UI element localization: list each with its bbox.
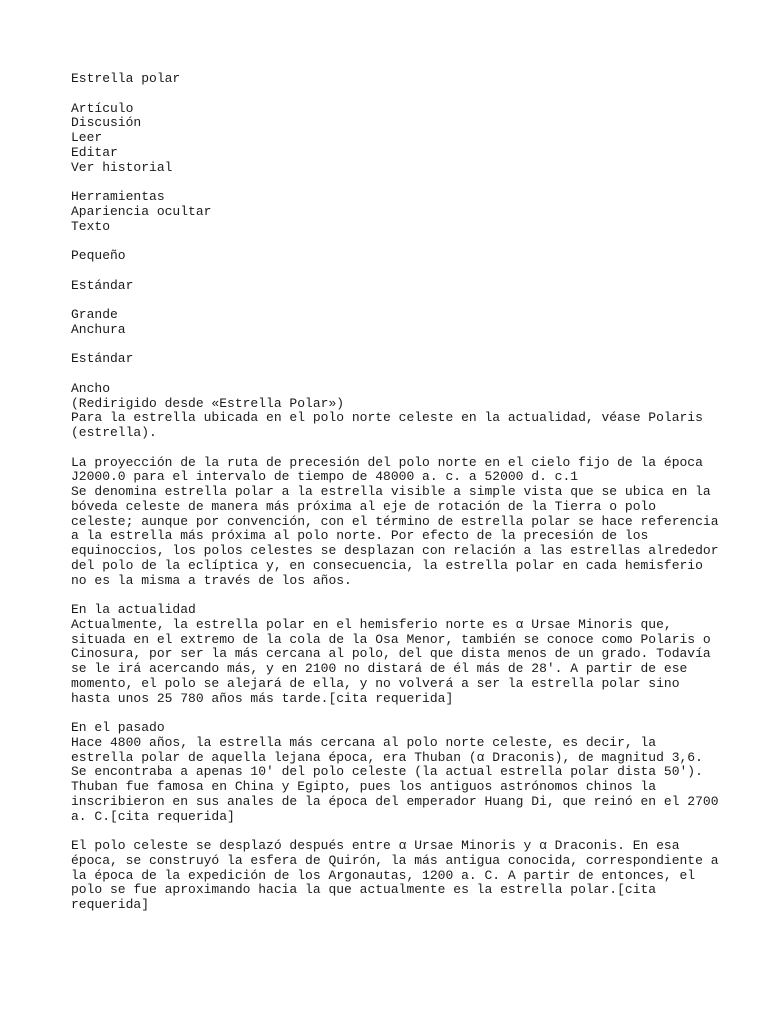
text-size-standard-option[interactable]: Estándar bbox=[71, 277, 134, 293]
paragraph-line: Cinosura, por ser la más cercana al polo, del que dista menos de un grado. Todavía bbox=[71, 646, 711, 662]
text-size-large-block bbox=[71, 308, 731, 338]
paragraph-line: a. C.[cita requerida] bbox=[71, 808, 235, 824]
section-heading-past: En el pasado bbox=[71, 720, 165, 735]
text-size-small-option[interactable]: Pequeño bbox=[71, 248, 126, 263]
paragraph-line: polo se fue aproximando hacia la que actualmente es la estrella polar.[cita bbox=[71, 882, 657, 898]
text-size-label: Texto bbox=[71, 218, 111, 234]
paragraph-line: Hace 4800 años, la estrella más cercana al polo norte celeste, es decir, la bbox=[71, 734, 657, 750]
intro-block bbox=[71, 382, 731, 441]
paragraph-line: Se encontraba a apenas 10' del polo celeste (la actual estrella polar dista 50'). bbox=[71, 764, 703, 780]
section-heading-present: En la actualidad bbox=[71, 602, 196, 617]
tab-discussion[interactable]: Discusión bbox=[71, 115, 142, 131]
paragraph-line: del polo de la eclíptica y, en consecuencia, la estrella polar en cada hemisferio bbox=[71, 557, 703, 573]
paragraph-line: situada en el extremo de la cola de la Osa Menor, también se conoce como Polaris o bbox=[71, 631, 711, 647]
section-present bbox=[71, 603, 731, 706]
text-size-options bbox=[71, 249, 731, 264]
width-standard-option[interactable]: Estándar bbox=[71, 351, 134, 367]
page-tabs bbox=[71, 102, 731, 176]
appearance-toggle[interactable]: Apariencia ocultar bbox=[71, 203, 212, 219]
tab-edit[interactable]: Editar bbox=[71, 144, 118, 160]
paragraph-line: hasta unos 25 780 años más tarde.[cita requerida] bbox=[71, 690, 454, 706]
section-later bbox=[71, 839, 731, 913]
paragraph-line: Thuban fue famosa en China y Egipto, pues los antiguos astrónomos chinos la bbox=[71, 779, 657, 794]
title-block bbox=[71, 72, 731, 87]
hatnote-line[interactable]: (estrella). bbox=[71, 425, 157, 440]
paragraph-line: El polo celeste se desplazó después entre α Ursae Minoris y α Draconis. En esa bbox=[71, 838, 680, 853]
paragraph-line: a la estrella más próxima al polo norte. Por efecto de la precesión de los bbox=[71, 528, 649, 544]
width-label: Anchura bbox=[71, 321, 126, 337]
page-title: Estrella polar bbox=[71, 71, 181, 86]
paragraph-line: momento, el polo se alejará de ella, y no volverá a ser la estrella polar sino bbox=[71, 675, 680, 691]
tab-history[interactable]: Ver historial bbox=[71, 159, 173, 175]
paragraph-line: bóveda celeste de manera más próxima al eje de rotación de la Tierra o polo bbox=[71, 498, 657, 514]
text-size-large-option[interactable]: Grande bbox=[71, 307, 118, 322]
hatnote-line[interactable]: Para la estrella ubicada en el polo norte celeste en la actualidad, véase Polaris bbox=[71, 410, 703, 426]
tab-article[interactable]: Artículo bbox=[71, 100, 134, 116]
width-wide-option[interactable]: Ancho bbox=[71, 380, 111, 396]
width-standard-block bbox=[71, 352, 731, 367]
section-past bbox=[71, 721, 731, 824]
paragraph-line: equinoccios, los polos celestes se desplazan con relación a las estrellas alrededor bbox=[71, 543, 719, 558]
tools-heading[interactable]: Herramientas bbox=[71, 189, 165, 204]
redirect-note: (Redirigido desde «Estrella Polar») bbox=[71, 395, 345, 411]
paragraph-line: se le irá acercando más, y en 2100 no distará de él más de 28'. A partir de ese bbox=[71, 661, 688, 676]
tools-menu bbox=[71, 190, 731, 234]
lead-section bbox=[71, 456, 731, 589]
image-caption-line: La proyección de la ruta de precesión del polo norte en el cielo fijo de la época bbox=[71, 454, 703, 470]
text-size-standard-block bbox=[71, 279, 731, 294]
paragraph-line: Se denomina estrella polar a la estrella visible a simple vista que se ubica en la bbox=[71, 484, 711, 499]
paragraph-line: época, se construyó la esfera de Quirón, la más antigua conocida, correspondiente a bbox=[71, 852, 719, 868]
document-page bbox=[71, 72, 731, 928]
image-caption-line: J2000.0 para el intervalo de tiempo de 48000 a. c. a 52000 d. c.1 bbox=[71, 469, 579, 485]
paragraph-line: la época de la expedición de los Argonautas, 1200 a. C. A partir de entonces, el bbox=[71, 867, 696, 883]
paragraph-line: estrella polar de aquella lejana época, era Thuban (α Draconis), de magnitud 3,6. bbox=[71, 749, 703, 765]
paragraph-line: inscribieron en sus anales de la época del emperador Huang Di, que reinó en el 2700 bbox=[71, 793, 719, 809]
paragraph-line: Actualmente, la estrella polar en el hemisferio norte es α Ursae Minoris que, bbox=[71, 616, 672, 632]
paragraph-line: requerida] bbox=[71, 897, 150, 912]
paragraph-line: no es la misma a través de los años. bbox=[71, 572, 352, 588]
tab-read[interactable]: Leer bbox=[71, 130, 103, 145]
paragraph-line: celeste; aunque por convención, con el término de estrella polar se hace referencia bbox=[71, 513, 719, 529]
